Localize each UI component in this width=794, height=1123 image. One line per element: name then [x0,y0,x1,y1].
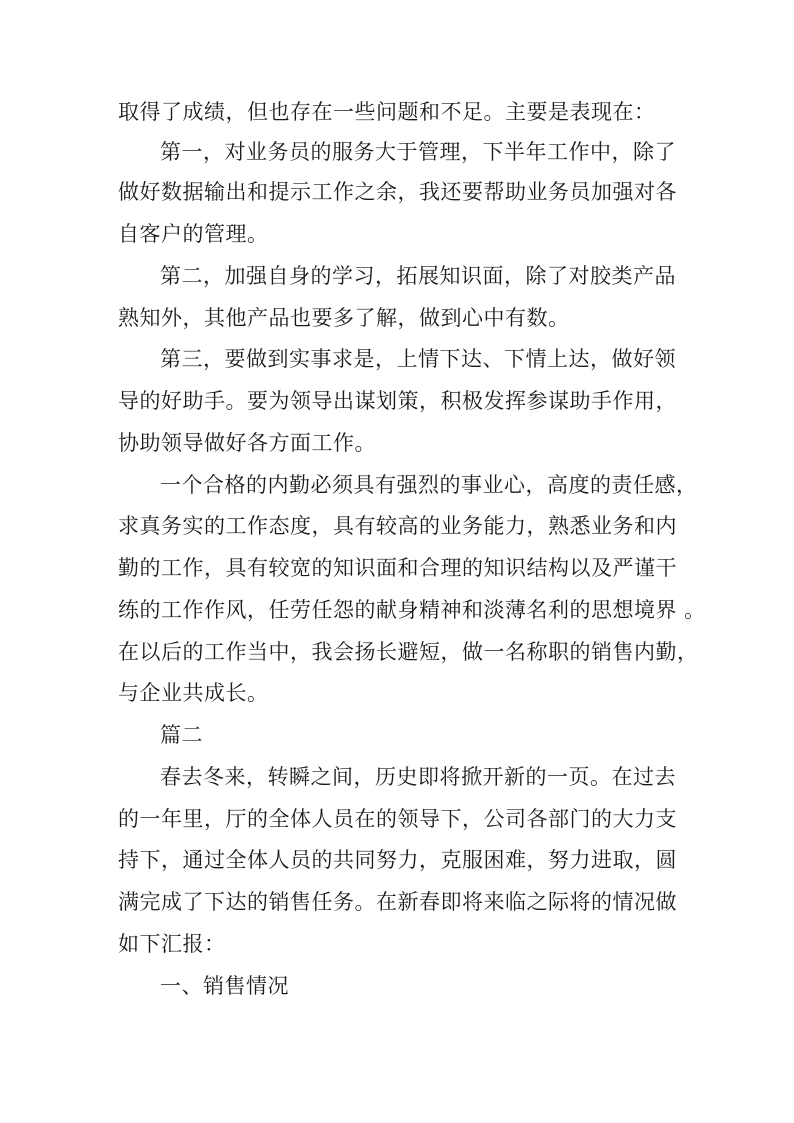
text-line: 导的好助手。要为领导出谋划策，积极发挥参谋助手作用， [118,389,677,413]
text-line: 勤的工作，具有较宽的知识面和合理的知识结构以及严谨干 [118,556,677,580]
text-line: 第一，对业务员的服务大于管理，下半年工作中，除了 [160,140,676,164]
text-line: 的一年里，厅的全体人员在的领导下，公司各部门的大力支 [118,807,677,831]
text-line: 在以后的工作当中，我会扬长避短，做一名称职的销售内勤， [118,640,699,664]
subsection-heading: 一、销售情况 [160,974,289,998]
text-line: 一个合格的内勤必须具有强烈的事业心，高度的责任感， [160,473,698,497]
text-line: 做好数据输出和提示工作之余，我还要帮助业务员加强对各 [118,180,677,204]
text-line: 求真务实的工作态度，具有较高的业务能力，熟悉业务和内 [118,514,677,538]
section-heading: 篇二 [160,723,203,747]
text-line: 协助领导做好各方面工作。 [118,431,376,455]
text-line: 春去冬来，转瞬之间，历史即将掀开新的一页。在过去 [160,765,676,789]
text-line: 满完成了下达的销售任务。在新春即将来临之际将的情况做 [118,890,677,914]
text-line: 熟知外，其他产品也要多了解，做到心中有数。 [118,306,570,330]
text-line: 持下，通过全体人员的共同努力，克服困难，努力进取，圆 [118,848,677,872]
text-line: 练的工作作风，任劳任怨的献身精神和淡薄名利的思想境界 。 [118,598,706,622]
text-line: 自客户的管理。 [118,222,269,246]
text-line: 第二，加强自身的学习，拓展知识面，除了对胶类产品 [160,264,676,288]
text-line: 第三，要做到实事求是，上情下达、下情上达，做好领 [160,347,676,371]
text-line: 如下汇报： [118,932,226,956]
text-line: 与企业共成长。 [118,681,269,705]
text-line: 取得了成绩，但也存在一些问题和不足。主要是表现在： [118,100,656,124]
